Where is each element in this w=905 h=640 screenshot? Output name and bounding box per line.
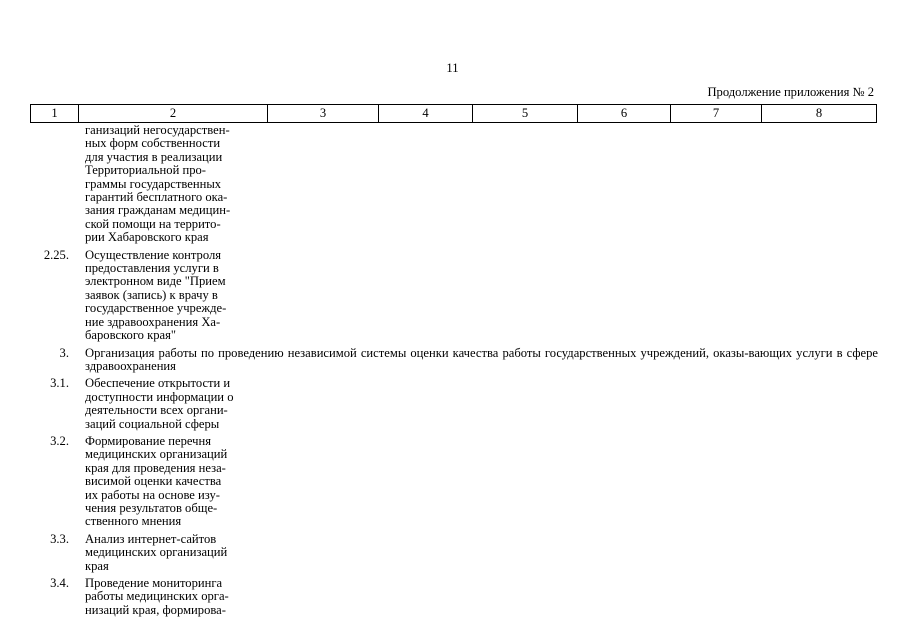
row-text: Анализ интернет-сайтов медицинских организаций края <box>85 531 228 573</box>
column-header-1: 1 <box>31 105 79 123</box>
column-header-8: 8 <box>762 105 877 123</box>
column-header-4: 4 <box>379 105 473 123</box>
row-number: 3.3. <box>50 531 69 546</box>
row-number: 3. <box>59 345 69 360</box>
column-header-5: 5 <box>473 105 578 123</box>
table-row-section <box>30 347 878 374</box>
row-number <box>30 124 69 245</box>
page-number: 11 <box>446 61 459 75</box>
row-text: Обеспечение открытости и доступности информации о деятельности всех органи- заций социальной сферы <box>85 376 234 431</box>
table-row <box>30 249 878 343</box>
column-header-3: 3 <box>268 105 379 123</box>
table-row <box>30 124 878 245</box>
row-text: Осуществление контроля предоставления услуги в электронном виде "Прием заявок (запись) к врачу в государственное учрежде- ние здравоохранения Ха- баровского края" <box>85 247 227 343</box>
table-body <box>30 124 878 621</box>
section-heading-text: Организация работы по проведению независимой системы оценки качества работы государственных учреждений, оказы-вающих услуги в сфере здравоохранения <box>85 345 878 373</box>
table-row <box>30 577 878 617</box>
row-number: 3.4. <box>50 576 69 590</box>
row-number: 3.2. <box>50 433 69 448</box>
row-number: 3.1. <box>50 376 69 391</box>
column-header-2: 2 <box>79 105 268 123</box>
column-header-6: 6 <box>578 105 671 123</box>
table-row <box>30 435 878 529</box>
table-row <box>30 533 878 573</box>
row-text: Формирование перечня медицинских организаций края для проведения неза- висимой оценки качества их работы на основе изу- чения результатов обще- ственного мнения <box>85 433 228 529</box>
row-text: ганизаций негосударствен- ных форм собственности для участия в реализации Территориальной про- граммы государственных гарантий бесплатного ока- зания гражданам медицин- ской помощи на террито- рии Хабаровского края <box>85 123 231 245</box>
continuation-label: Продолжение приложения № 2 <box>707 85 874 99</box>
table-row <box>30 377 878 431</box>
row-text: Проведение мониторинга работы медицинских орга- низаций края, формирова- <box>85 576 229 617</box>
column-number-header <box>30 104 877 123</box>
row-number: 2.25. <box>43 247 69 262</box>
column-header-7: 7 <box>671 105 762 123</box>
